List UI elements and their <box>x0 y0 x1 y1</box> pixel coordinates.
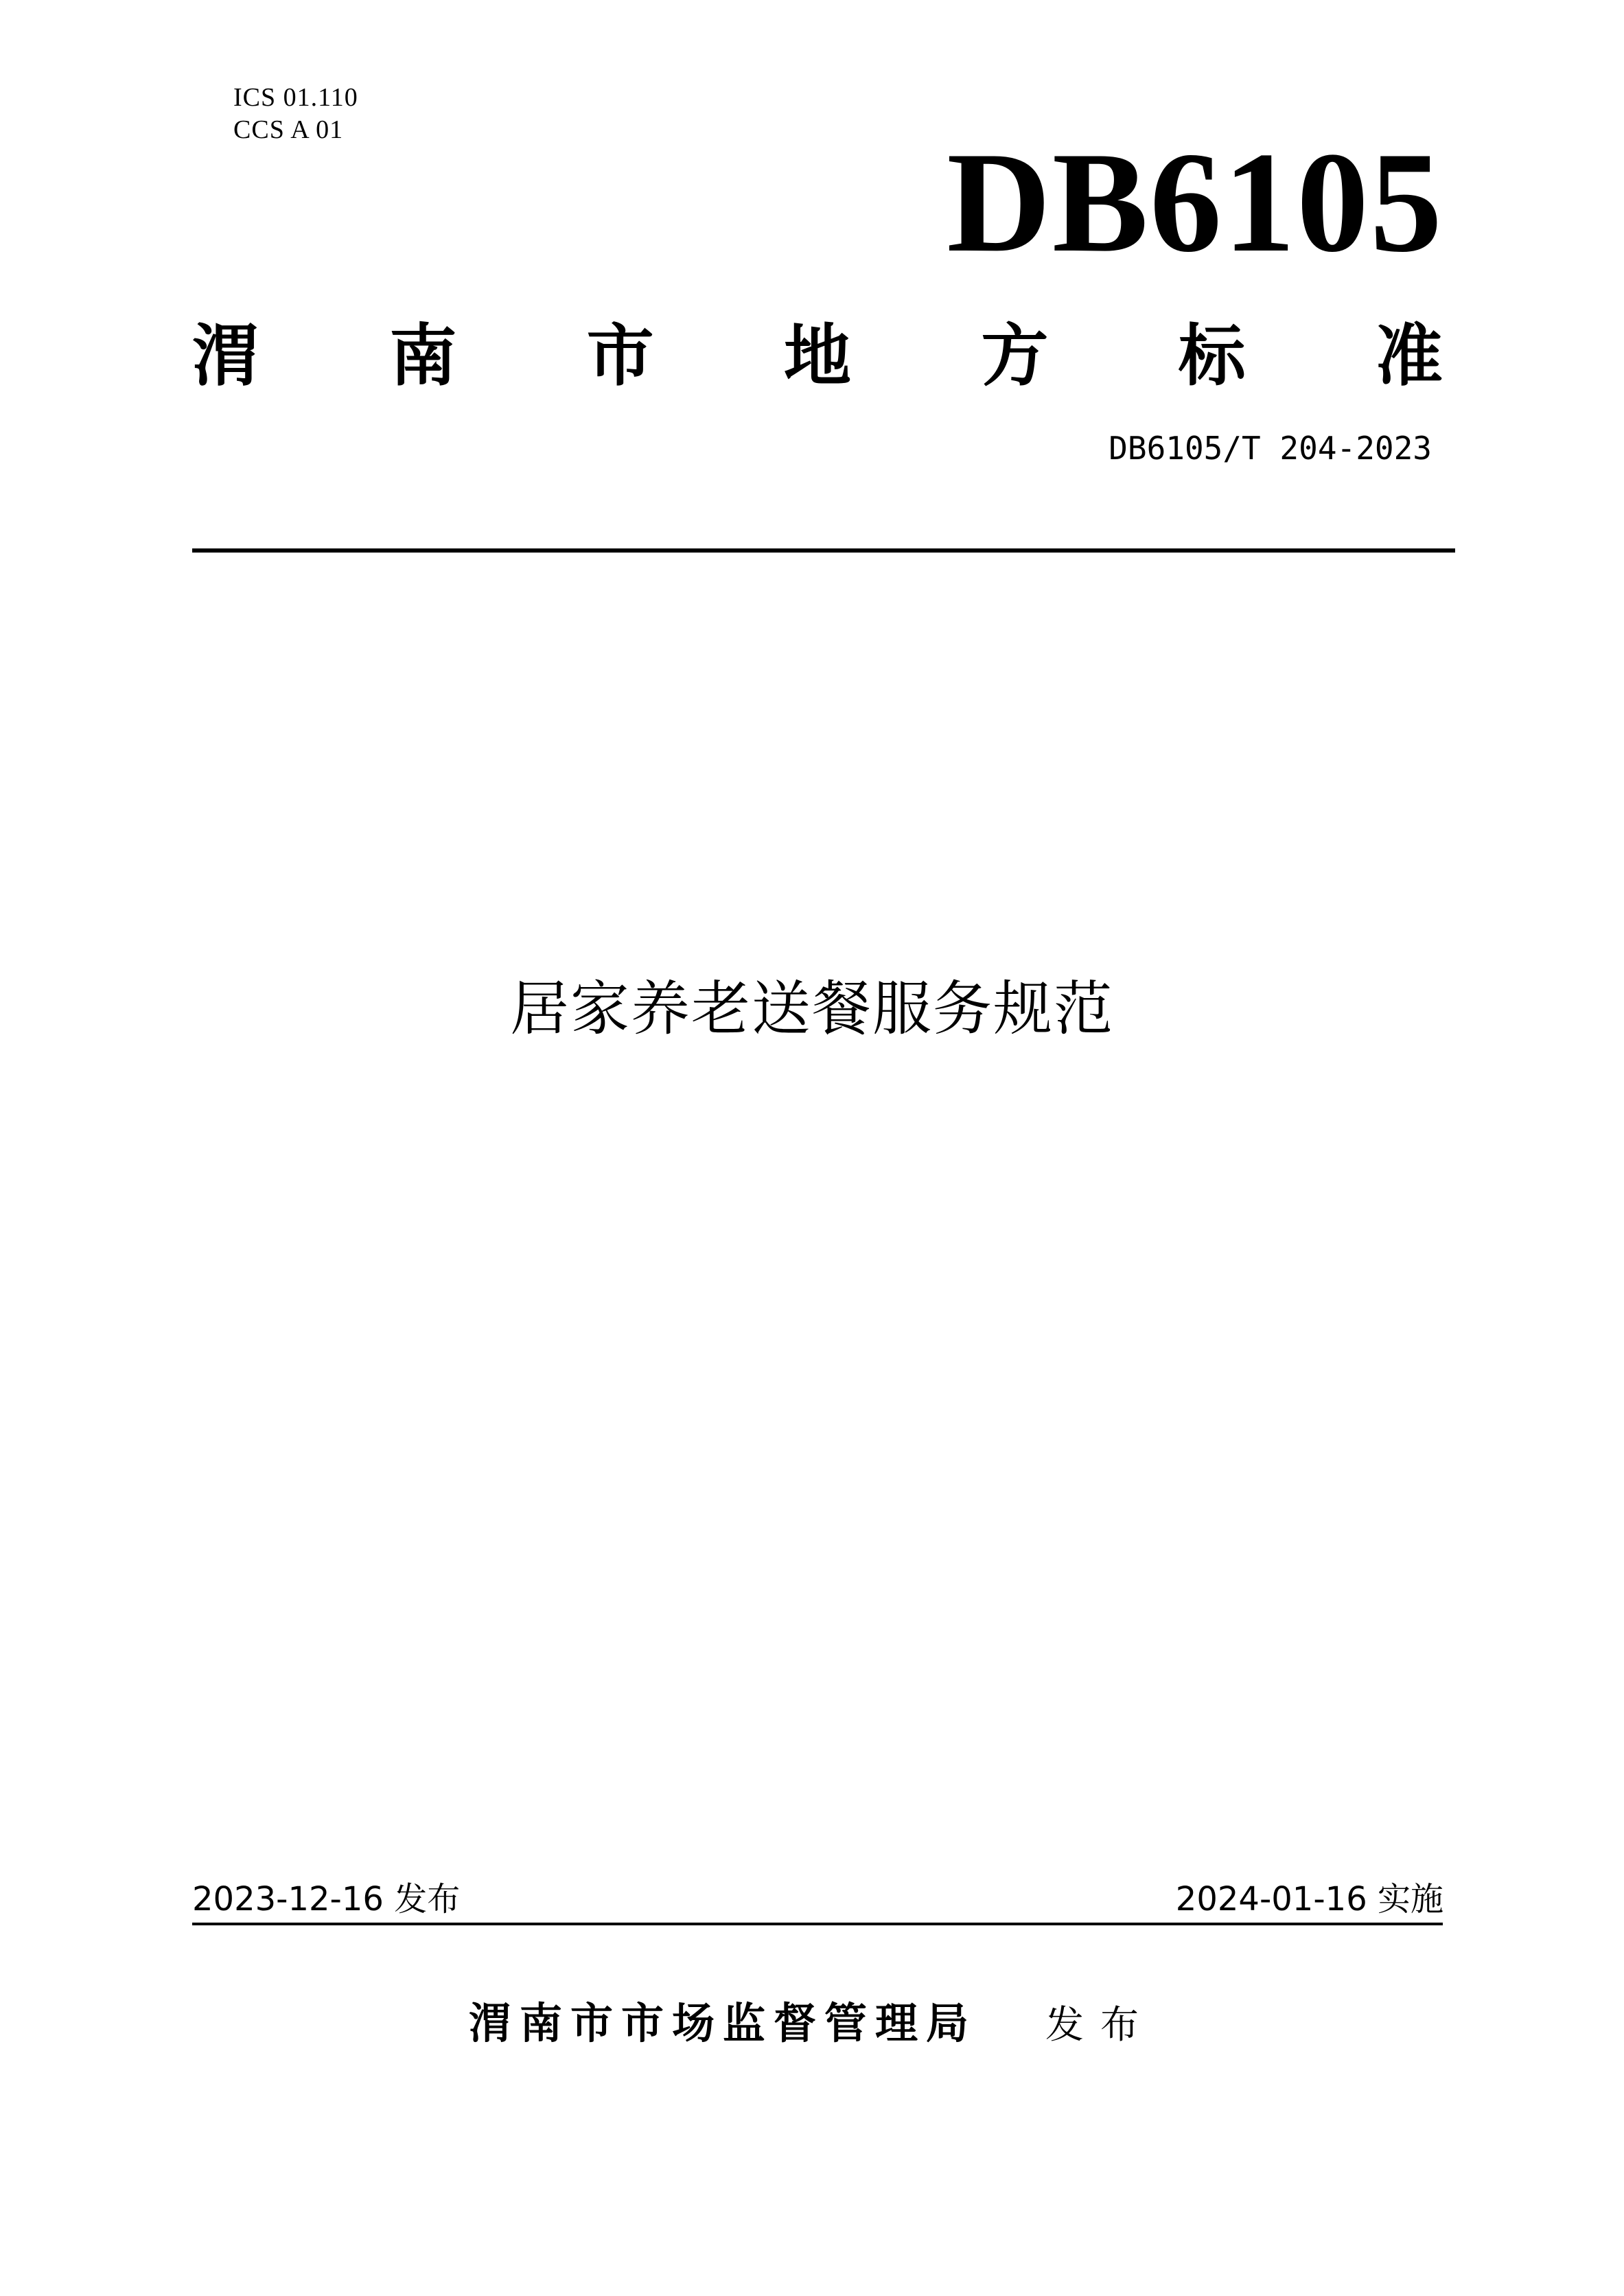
standard-number: DB6105/T 204-2023 <box>1109 430 1432 467</box>
issuer-line <box>0 1996 1624 2053</box>
implement-date: 2024-01-16 实施 <box>1175 1880 1443 1918</box>
standard-type-heading <box>192 309 1443 395</box>
footer-divider <box>192 1923 1443 1925</box>
issuer-name: 渭南市市场监督管理局 <box>468 1998 977 2048</box>
standard-type-char: 南 <box>389 316 457 395</box>
ccs-code: CCS A 01 <box>233 115 344 144</box>
issuer-suffix: 发布 <box>1045 2003 1155 2048</box>
publish-date: 2023-12-16 发布 <box>192 1880 461 1918</box>
standard-type-char: 准 <box>1375 316 1443 395</box>
standard-type-char: 地 <box>783 316 851 395</box>
header-divider <box>192 548 1455 553</box>
standard-prefix-code: DB6105 <box>947 123 1443 282</box>
standard-type-char: 市 <box>586 316 654 395</box>
standard-type-char: 标 <box>1178 316 1246 395</box>
ics-code: ICS 01.110 <box>233 83 358 112</box>
document-title: 居家养老送餐服务规范 <box>510 975 1114 1043</box>
standard-type-char: 方 <box>981 316 1049 395</box>
standard-type-char: 渭 <box>192 316 260 395</box>
